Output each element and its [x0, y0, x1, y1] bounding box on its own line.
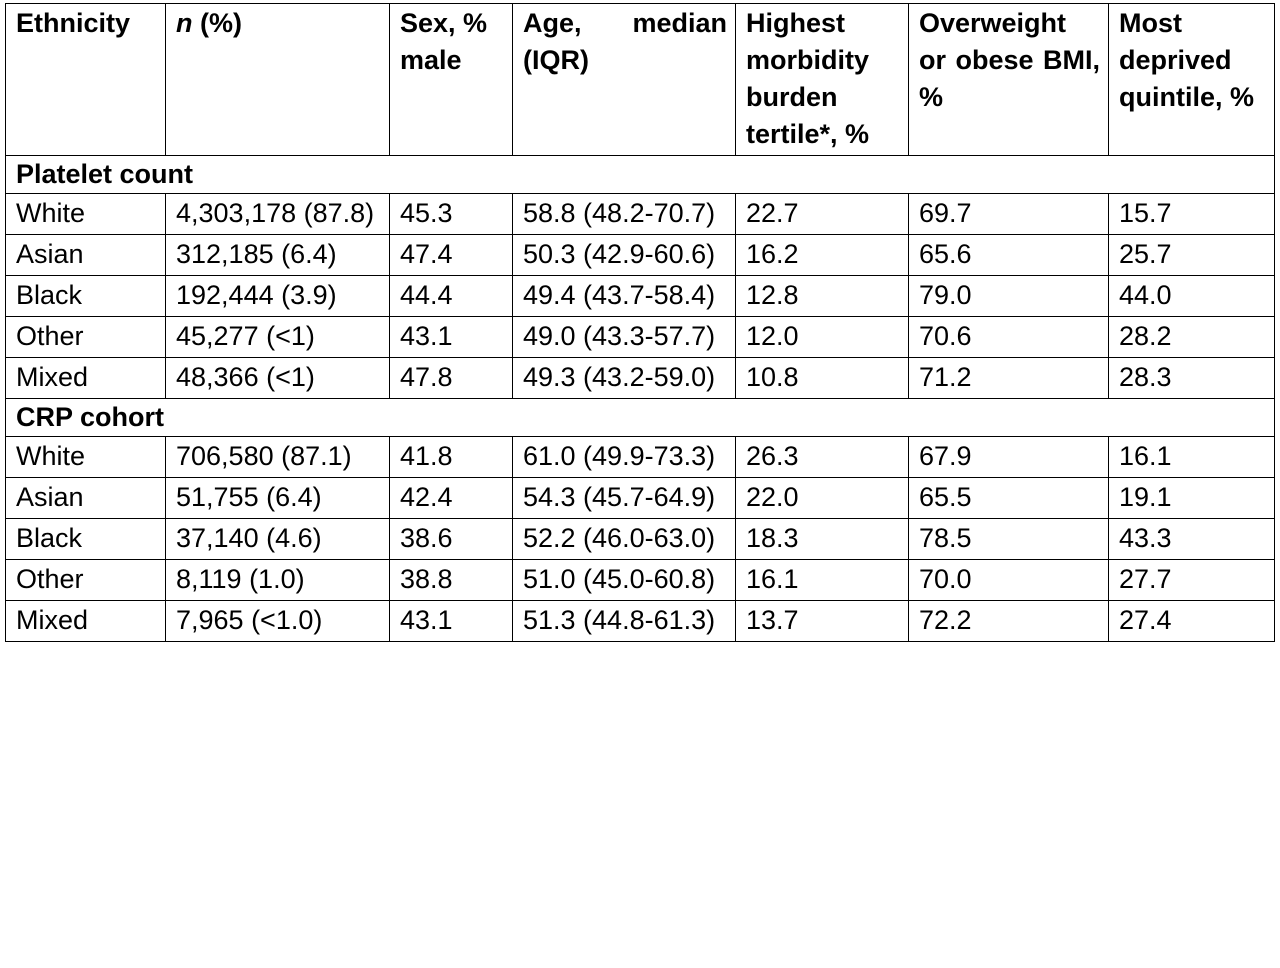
cell-n: 45,277 (<1): [166, 317, 390, 358]
cell-n: 8,119 (1.0): [166, 560, 390, 601]
cell-morbidity: 13.7: [736, 601, 909, 642]
table-row: [6, 317, 1275, 358]
header-age: Age, median (IQR): [513, 4, 736, 156]
cell-age: 52.2 (46.0-63.0): [513, 519, 736, 560]
cell-deprived: 28.2: [1109, 317, 1275, 358]
cell-ethnicity: Black: [6, 276, 166, 317]
cell-sex: 42.4: [390, 478, 513, 519]
cell-age: 61.0 (49.9-73.3): [513, 437, 736, 478]
cell-ethnicity: Asian: [6, 478, 166, 519]
cell-deprived: 27.7: [1109, 560, 1275, 601]
cell-sex: 38.8: [390, 560, 513, 601]
cell-deprived: 19.1: [1109, 478, 1275, 519]
cell-deprived: 25.7: [1109, 235, 1275, 276]
header-bmi: Overweight or obese BMI, %: [909, 4, 1109, 156]
table-row: [6, 478, 1275, 519]
table-row: [6, 358, 1275, 399]
section-header-row: [6, 156, 1275, 194]
cell-bmi: 79.0: [909, 276, 1109, 317]
cell-age: 51.0 (45.0-60.8): [513, 560, 736, 601]
cell-sex: 47.8: [390, 358, 513, 399]
cell-morbidity: 12.8: [736, 276, 909, 317]
table-row: [6, 601, 1275, 642]
cell-deprived: 15.7: [1109, 194, 1275, 235]
cell-sex: 38.6: [390, 519, 513, 560]
cell-n: 51,755 (6.4): [166, 478, 390, 519]
cell-morbidity: 22.7: [736, 194, 909, 235]
section-title: CRP cohort: [6, 399, 1275, 437]
cell-deprived: 44.0: [1109, 276, 1275, 317]
cell-ethnicity: White: [6, 194, 166, 235]
cell-sex: 45.3: [390, 194, 513, 235]
cell-n: 4,303,178 (87.8): [166, 194, 390, 235]
cell-bmi: 70.0: [909, 560, 1109, 601]
header-morbidity: Highest morbidity burden tertile*, %: [736, 4, 909, 156]
cell-bmi: 71.2: [909, 358, 1109, 399]
cell-morbidity: 26.3: [736, 437, 909, 478]
cell-morbidity: 12.0: [736, 317, 909, 358]
cell-bmi: 72.2: [909, 601, 1109, 642]
cell-deprived: 27.4: [1109, 601, 1275, 642]
table-body: [6, 156, 1275, 642]
cell-bmi: 65.5: [909, 478, 1109, 519]
section-title: Platelet count: [6, 156, 1275, 194]
cell-ethnicity: Mixed: [6, 358, 166, 399]
cell-deprived: 28.3: [1109, 358, 1275, 399]
cell-n: 7,965 (<1.0): [166, 601, 390, 642]
section-header-row: [6, 399, 1275, 437]
cell-age: 49.4 (43.7-58.4): [513, 276, 736, 317]
cell-bmi: 70.6: [909, 317, 1109, 358]
cell-age: 54.3 (45.7-64.9): [513, 478, 736, 519]
table-row: [6, 276, 1275, 317]
cell-ethnicity: Mixed: [6, 601, 166, 642]
table-row: [6, 194, 1275, 235]
cell-age: 58.8 (48.2-70.7): [513, 194, 736, 235]
cell-sex: 47.4: [390, 235, 513, 276]
cell-ethnicity: Other: [6, 560, 166, 601]
header-n-symbol: n: [176, 8, 193, 38]
cell-age: 50.3 (42.9-60.6): [513, 235, 736, 276]
cell-age: 49.0 (43.3-57.7): [513, 317, 736, 358]
header-row: [6, 4, 1275, 156]
cell-n: 48,366 (<1): [166, 358, 390, 399]
cell-age: 49.3 (43.2-59.0): [513, 358, 736, 399]
cell-morbidity: 22.0: [736, 478, 909, 519]
cell-morbidity: 18.3: [736, 519, 909, 560]
table-row: [6, 519, 1275, 560]
header-sex: Sex, % male: [390, 4, 513, 156]
header-n-percent: (%): [192, 8, 242, 38]
header-deprived: Most deprived quintile, %: [1109, 4, 1275, 156]
table-row: [6, 235, 1275, 276]
cell-n: 312,185 (6.4): [166, 235, 390, 276]
cell-morbidity: 16.2: [736, 235, 909, 276]
cell-bmi: 69.7: [909, 194, 1109, 235]
ethnicity-characteristics-table: [5, 3, 1275, 642]
cell-morbidity: 10.8: [736, 358, 909, 399]
cell-age: 51.3 (44.8-61.3): [513, 601, 736, 642]
cell-ethnicity: Asian: [6, 235, 166, 276]
cell-sex: 43.1: [390, 601, 513, 642]
cell-ethnicity: White: [6, 437, 166, 478]
cell-ethnicity: Other: [6, 317, 166, 358]
cell-deprived: 43.3: [1109, 519, 1275, 560]
header-ethnicity: Ethnicity: [6, 4, 166, 156]
cell-sex: 43.1: [390, 317, 513, 358]
header-n: [166, 4, 390, 156]
cell-sex: 41.8: [390, 437, 513, 478]
cell-bmi: 78.5: [909, 519, 1109, 560]
cell-morbidity: 16.1: [736, 560, 909, 601]
cell-sex: 44.4: [390, 276, 513, 317]
cell-bmi: 67.9: [909, 437, 1109, 478]
cell-ethnicity: Black: [6, 519, 166, 560]
cell-n: 37,140 (4.6): [166, 519, 390, 560]
table-row: [6, 560, 1275, 601]
table-row: [6, 437, 1275, 478]
cell-bmi: 65.6: [909, 235, 1109, 276]
cell-deprived: 16.1: [1109, 437, 1275, 478]
cell-n: 192,444 (3.9): [166, 276, 390, 317]
cell-n: 706,580 (87.1): [166, 437, 390, 478]
